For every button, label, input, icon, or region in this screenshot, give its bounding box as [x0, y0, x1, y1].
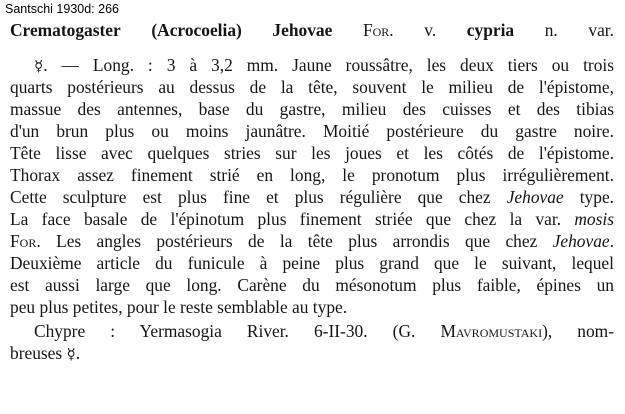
worker-symbol-icon: ☿ — [34, 57, 44, 75]
description-line-2: quarts postérieurs au dessus de la tête, souvent le milieu de l'épistome, — [10, 77, 614, 97]
subgenus-name: (Acrocoelia) — [151, 20, 242, 40]
description-line-9: For. Les angles postérieurs de la tête plus arrondis que chez Jehovae. — [10, 231, 614, 251]
species-name: Jehovae — [272, 20, 333, 40]
taxon-reference: Jehovae — [506, 187, 564, 207]
new-variety-status: n. var. — [544, 20, 614, 40]
taxon-heading — [10, 19, 614, 41]
species-author: For. — [362, 20, 394, 40]
locality-line-1: Chypre : Yermasogia River. 6-II-30. (G. Mavromustaki), nom- — [34, 321, 614, 341]
description-line-3: massue des antennes, base du gastre, milieu des cuisses et des tibias — [10, 99, 614, 119]
description-line-1: ☿. — Long. : 3 à 3,2 mm. Jaune roussâtre, les deux tiers ou trois — [34, 55, 614, 75]
source-label: Santschi 1930d: 266 — [5, 2, 119, 16]
taxon-reference: Jehovae — [552, 231, 610, 251]
author-reference: For. — [10, 231, 41, 251]
description-line-11: est aussi large que long. Carène du mésonotum plus faible, épines un — [10, 275, 614, 295]
description-line-6: Thorax assez finement strié en long, le pronotum plus irrégulièrement. — [10, 165, 614, 185]
description-line-12: peu plus petites, pour le reste semblable au type. — [10, 297, 348, 317]
taxon-reference: mosis — [574, 209, 614, 229]
genus-name: Crematogaster — [10, 20, 121, 40]
variety-name: cypria — [466, 20, 515, 40]
description-line-5: Tête lisse avec quelques stries sur les joues et les côtés de l'épistome. — [10, 143, 614, 163]
description-line-8: La face basale de l'épinotum plus finement striée que chez la var. mosis — [10, 209, 614, 229]
locality-line-2: breuses ☿. — [10, 343, 81, 363]
rank-abbrev: v. — [424, 20, 437, 40]
collector-name: Mavromustaki — [440, 321, 543, 341]
description-line-7: Cette sculpture est plus fine et plus régulière que chez Jehovae type. — [10, 187, 615, 207]
worker-symbol-icon: ☿ — [66, 345, 76, 363]
description-line-10: Deuxième article du funicule à peine plus grand que le suivant, lequel — [10, 253, 614, 273]
description-line-4: d'un brun plus ou moins jaunâtre. Moitié postérieure du gastre noire. — [10, 121, 614, 141]
